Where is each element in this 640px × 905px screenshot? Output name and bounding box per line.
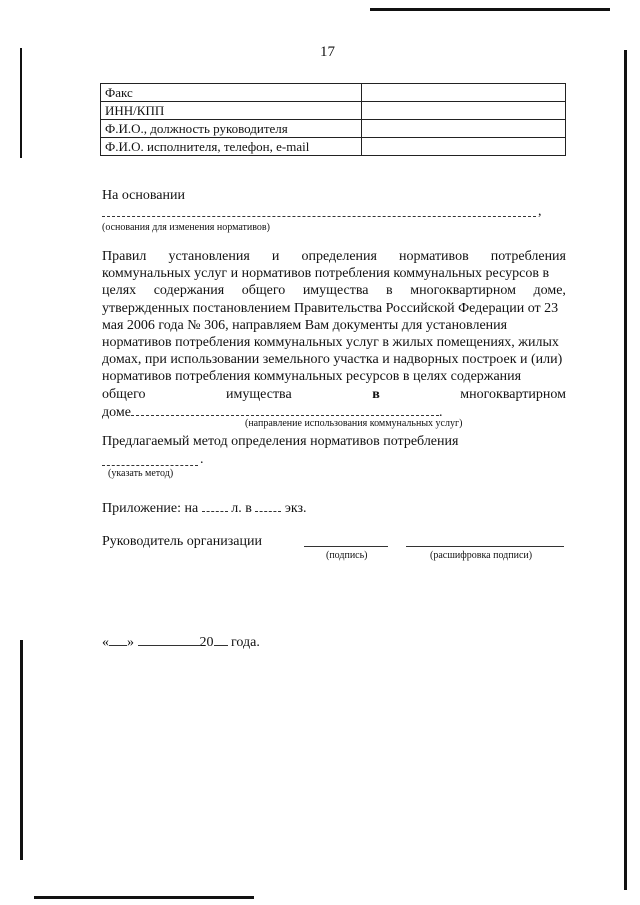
table-cell-value[interactable] bbox=[362, 120, 566, 138]
page-number: 17 bbox=[320, 44, 335, 60]
table-cell-label: ИНН/КПП bbox=[101, 102, 362, 120]
month-field[interactable] bbox=[138, 633, 200, 646]
word: общего bbox=[102, 386, 146, 402]
word: целях bbox=[102, 283, 137, 299]
paragraph-line bbox=[102, 317, 566, 334]
signature-decode-caption: (расшифровка подписи) bbox=[430, 550, 533, 561]
basis-trail: , bbox=[538, 204, 542, 219]
basis-label: На основании bbox=[102, 188, 185, 203]
method-trail: . bbox=[200, 452, 204, 467]
attachment-suffix: экз. bbox=[284, 501, 307, 516]
signature-field[interactable] bbox=[304, 546, 388, 547]
table-cell-label: Ф.И.О. исполнителя, телефон, e-mail bbox=[101, 138, 362, 156]
table-cell-label: Ф.И.О., должность руководителя bbox=[101, 120, 362, 138]
line-text: нормативов потребления коммунальных услуг в жилых помещениях, жилых bbox=[102, 335, 559, 351]
line-text: мая 2006 года № 306, направляем Вам документы для установления bbox=[102, 317, 508, 333]
word: многоквартирном bbox=[410, 283, 516, 299]
scan-mark-left-lower bbox=[20, 640, 23, 860]
table-cell-value[interactable] bbox=[362, 84, 566, 102]
line-text: нормативов потребления коммунальных ресурсов в целях содержания bbox=[102, 369, 522, 385]
scan-mark-left bbox=[20, 48, 22, 158]
close-quote: » bbox=[127, 635, 134, 650]
line-text: коммунальных услуг и нормативов потребления коммунальных ресурсов в bbox=[102, 266, 550, 282]
word: содержания bbox=[153, 283, 225, 299]
sheets-count-field[interactable] bbox=[202, 499, 228, 512]
word: в bbox=[372, 386, 380, 402]
day-field[interactable] bbox=[109, 633, 127, 646]
table-row bbox=[101, 84, 566, 102]
signature-label: Руководитель организации bbox=[102, 534, 262, 549]
attachment-line bbox=[102, 499, 307, 517]
word: в bbox=[386, 283, 393, 299]
word: многоквартирном bbox=[460, 386, 566, 402]
date-line bbox=[102, 633, 260, 651]
word: Правил bbox=[102, 249, 147, 264]
scan-mark-right bbox=[624, 50, 627, 890]
attachment-prefix: Приложение: на bbox=[102, 501, 199, 516]
scan-mark-bottom bbox=[34, 896, 254, 899]
table-row bbox=[101, 120, 566, 138]
attachment-middle: л. в bbox=[231, 501, 252, 516]
paragraph-line bbox=[102, 248, 566, 265]
usage-direction-caption: (направление использования коммунальных услуг) bbox=[245, 418, 463, 429]
word: доме, bbox=[533, 283, 566, 299]
paragraph-line bbox=[102, 386, 566, 403]
paragraph-line bbox=[102, 351, 566, 368]
basis-fill-line[interactable] bbox=[102, 216, 536, 217]
paragraph-line bbox=[102, 265, 566, 282]
year-field[interactable] bbox=[214, 633, 228, 646]
main-paragraph bbox=[102, 248, 566, 421]
method-fill-line[interactable] bbox=[102, 465, 198, 466]
word: нормативов bbox=[399, 249, 469, 264]
method-label: Предлагаемый метод определения нормативов потребления bbox=[102, 434, 459, 449]
copies-count-field[interactable] bbox=[255, 499, 281, 512]
table-cell-value[interactable] bbox=[362, 138, 566, 156]
word: установления bbox=[168, 249, 250, 264]
paragraph-line bbox=[102, 334, 566, 351]
trail-dot: . bbox=[438, 404, 443, 420]
table-cell-value[interactable] bbox=[362, 102, 566, 120]
paragraph-line bbox=[102, 300, 566, 317]
line-text: домах, при использовании земельного участка и надворных построек и (или) bbox=[102, 352, 563, 368]
usage-direction-fill-line[interactable] bbox=[131, 403, 439, 416]
word: определения bbox=[301, 249, 377, 264]
word: имущества bbox=[226, 386, 292, 402]
method-caption: (указать метод) bbox=[108, 468, 174, 479]
signature-decode-field[interactable] bbox=[406, 546, 564, 547]
date-suffix: года. bbox=[231, 635, 260, 650]
scan-mark-top bbox=[370, 8, 610, 11]
paragraph-line bbox=[102, 368, 566, 385]
word: и bbox=[271, 249, 280, 264]
table-row bbox=[101, 102, 566, 120]
table-row bbox=[101, 138, 566, 156]
line-text: утвержденных постановлением Правительства Российской Федерации от 23 bbox=[102, 300, 559, 316]
paragraph-line bbox=[102, 282, 566, 299]
info-table bbox=[100, 83, 566, 156]
open-quote: « bbox=[102, 635, 109, 650]
basis-caption: (основания для изменения нормативов) bbox=[102, 222, 270, 233]
table-cell-label: Факс bbox=[101, 84, 362, 102]
word: имущества bbox=[302, 283, 369, 299]
word: общего bbox=[241, 283, 286, 299]
year-prefix: 20 bbox=[199, 635, 214, 650]
signature-caption: (подпись) bbox=[326, 550, 368, 561]
word: доме bbox=[102, 404, 131, 420]
word: потребления bbox=[490, 249, 566, 264]
